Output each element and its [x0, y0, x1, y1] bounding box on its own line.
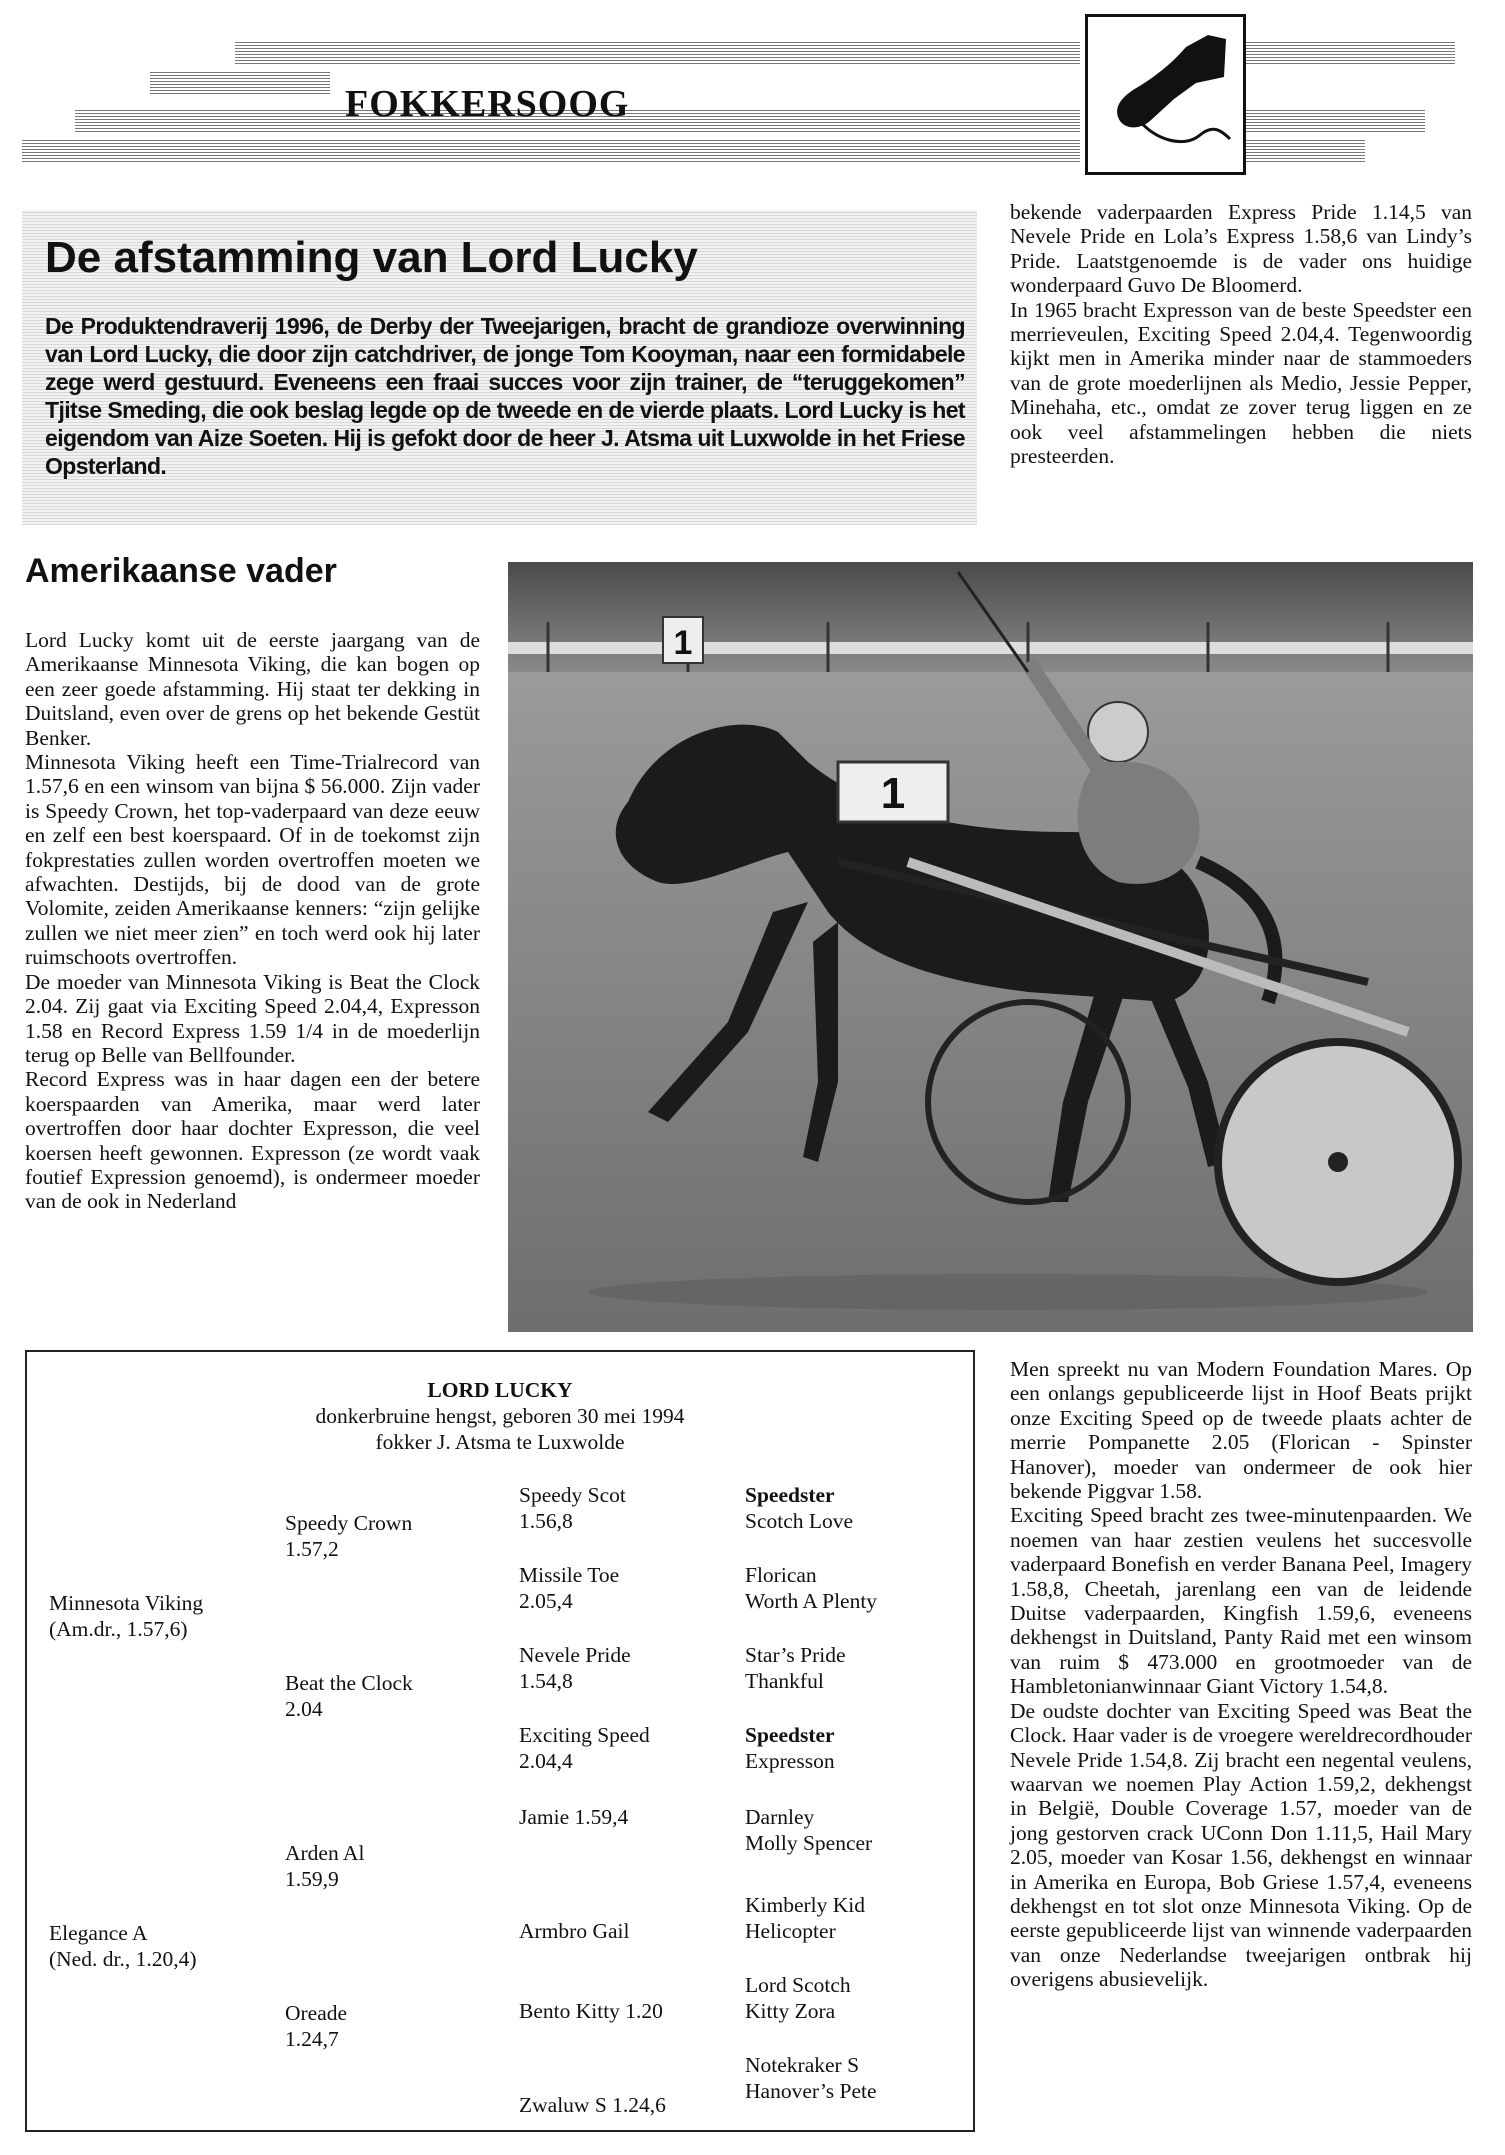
horse-record: 1.54,8 [519, 1669, 573, 1693]
pedigree-horse-name: LORD LUCKY [427, 1378, 573, 1402]
horse-name: Zwaluw S 1.24,6 [519, 2093, 666, 2117]
pedigree-g3 [519, 1562, 619, 1614]
lede: De Produktendraverij 1996, de Derby der Tweejarigen, bracht de grandioze overwinning van Lord Lucky, die door zijn catchdriver, de jonge Tom Kooyman, naar een formidabele zege werd gestuurd. Eveneens een fraai succes voor zijn trainer, de “teruggekomen” Tjitse Smeding, die ook beslag legde op de tweede en de vierde plaats. Lord Lucky is het eigendom van Aize Soeten. Hij is gefokt door de heer J. Atsma uit Luxwolde in het Friese Opsterland. [45, 313, 965, 479]
horse-record: 1.56,8 [519, 1509, 573, 1533]
top-right-column [1010, 200, 1472, 468]
horse-name: Jamie 1.59,4 [519, 1805, 629, 1829]
horse-name: Darnley [745, 1805, 815, 1829]
horse-record: 2.04 [285, 1697, 323, 1721]
horse-name: Thankful [745, 1669, 824, 1693]
header-stripe [150, 72, 330, 94]
pedigree-g4 [745, 1562, 877, 1614]
horse-name: Helicopter [745, 1919, 836, 1943]
pedigree-g3 [519, 1642, 631, 1694]
pedigree-g3 [519, 1998, 663, 2024]
pedigree-g3 [519, 1722, 650, 1774]
pedigree-g4 [745, 1892, 865, 1944]
horse-name: Worth A Plenty [745, 1589, 878, 1613]
pedigree-g4 [745, 1972, 851, 2024]
horse-name: Kitty Zora [745, 1999, 836, 2023]
horse-name: Molly Spencer [745, 1831, 873, 1855]
paragraph: Lord Lucky komt uit de eerste jaargang van de Amerikaanse Minnesota Viking, die kan bogen op een zeer goede afstamming. Hij staat ter dekking in Duitsland, even over de grens op het bekende Gestüt Benker. [25, 628, 480, 750]
header-stripe [1245, 110, 1425, 132]
horse-name: Speedster [745, 1483, 835, 1507]
section-heading: Amerikaanse vader [25, 552, 337, 590]
headline: De afstamming van Lord Lucky [45, 233, 698, 282]
horse-name: Speedy Scot [519, 1483, 626, 1507]
horse-name: Lord Scotch [745, 1973, 851, 1997]
horse-record: 1.57,2 [285, 1537, 339, 1561]
trotter-race-illustration [508, 562, 1473, 1332]
paragraph: bekende vaderpaarden Express Pride 1.14,5 van Nevele Pride en Lola’s Express 1.58,6 van Lindy’s Pride. Laatstgenoemde is de vader ons huidige wonderpaard Guvo De Bloomerd. [1010, 200, 1472, 298]
horse-name: Armbro Gail [519, 1919, 630, 1943]
pedigree-g4 [745, 1482, 853, 1534]
pedigree-g4 [745, 1642, 846, 1694]
horse-name: Missile Toe [519, 1563, 620, 1587]
horse-name: Arden Al [285, 1841, 365, 1865]
horse-name: Speedster [745, 1723, 835, 1747]
horse-name: Florican [745, 1563, 817, 1587]
horse-name: Nevele Pride [519, 1643, 631, 1667]
pedigree-g4 [745, 2052, 877, 2104]
horse-head-icon [1088, 17, 1243, 172]
horse-record: (Ned. dr., 1.20,4) [49, 1947, 197, 1971]
horse-name: Elegance A [49, 1921, 148, 1945]
left-column [25, 628, 480, 1214]
race-photo [508, 562, 1473, 1332]
pedigree-g3 [519, 1918, 629, 1944]
horse-record: 1.24,7 [285, 2027, 339, 2051]
pedigree-line: donkerbruine hengst, geboren 30 mei 1994 [315, 1404, 685, 1428]
horse-name: Exciting Speed [519, 1723, 650, 1747]
horse-name: Scotch Love [745, 1509, 854, 1533]
pedigree-g2 [285, 2000, 347, 2052]
header-stripe [22, 140, 1080, 162]
horse-name: Kimberly Kid [745, 1893, 866, 1917]
pedigree-g3 [519, 1804, 628, 1830]
paragraph: Record Express was in haar dagen een der betere koerspaarden van Amerika, maar werd later overtroffen door haar dochter Expresson, die veel koersen heeft gewonnen. Expresson (ze wordt vaak foutief Expression genoemd), is ondermeer moeder van de ook in Nederland [25, 1067, 480, 1214]
horse-record: 2.05,4 [519, 1589, 573, 1613]
pedigree-g4 [745, 1804, 872, 1856]
horse-name: Star’s Pride [745, 1643, 846, 1667]
horse-record: (Am.dr., 1.57,6) [49, 1617, 188, 1641]
number-board: 1 [880, 769, 906, 818]
saddle-number: 1 [673, 624, 693, 662]
pedigree-sire [49, 1590, 203, 1642]
paragraph: Exciting Speed bracht zes twee-minutenpaarden. We noemen van haar zestien veulens het succesvolle vaderpaard Bonefish en verder Banana Peel, Imagery 1.58,8, Cheetah, jarenlang een van de leidende Duitse vaderpaarden, Kingfish 1.59,6, eveneens dekhengst in Duitsland, Panty Raid met een winsom van ruim $ 473.000 en grootmoeder van de Hambletonianwinnaar Giant Victory 1.54,8. [1010, 1503, 1472, 1699]
horse-name: Oreade [285, 2001, 348, 2025]
horse-record: 1.59,9 [285, 1867, 339, 1891]
horse-name: Hanover’s Pete [745, 2079, 877, 2103]
pedigree-line: fokker J. Atsma te Luxwolde [375, 1430, 625, 1454]
horse-name: Beat the Clock [285, 1671, 413, 1695]
pedigree-header [27, 1377, 973, 1455]
header-stripe [1245, 140, 1365, 162]
horse-name: Bento Kitty 1.20 [519, 1999, 663, 2023]
logo [1085, 14, 1246, 175]
pedigree-g2 [285, 1670, 413, 1722]
header-stripe [235, 42, 1080, 64]
horse-name: Minnesota Viking [49, 1591, 204, 1615]
horse-record: 2.04,4 [519, 1749, 573, 1773]
pedigree-g2 [285, 1510, 412, 1562]
paragraph: Minnesota Viking heeft een Time-Trialrecord van 1.57,6 en een winsom van bijna $ 56.000. Zijn vader is Speedy Crown, het top-vaderpaard van deze eeuw en zelf een best koerspaard. Of in de toekomst zijn fokprestaties zullen worden overtroffen moeten we afwachten. Destijds, bij de dood van de grote Volomite, zeiden Amerikaanse kenners: “zijn gelijke zullen we niet meer zien” en toch werd ook hij later ruimschoots overtroffen. [25, 750, 480, 970]
pedigree-table [25, 1350, 975, 2132]
header-stripe [1245, 42, 1455, 64]
paragraph: Men spreekt nu van Modern Foundation Mares. Op een onlangs gepubliceerde lijst in Hoof Beats prijkt onze Exciting Speed op de tweede plaats achter de merrie Pompanette 2.05 (Florican - Spinster Hanover), moeder van ondermeer de ook hier bekende Piggvar 1.58. [1010, 1357, 1472, 1504]
paragraph: De moeder van Minnesota Viking is Beat the Clock 2.04. Zij gaat via Exciting Speed 2.04,4, Expresson 1.58 en Record Express 1.59 1/4 in de moederlijn terug op Belle van Bellfounder. [25, 969, 480, 1067]
bottom-right-column [1010, 1357, 1472, 1992]
horse-name: Speedy Crown [285, 1511, 413, 1535]
horse-name: Notekraker S [745, 2053, 860, 2077]
paragraph: In 1965 bracht Expresson van de beste Speedster een merrieveulen, Exciting Speed 2.04,4. Tegenwoordig kijkt men in Amerika minder naar de stammoeders van de grote moederlijnen als Medio, Jessie Pepper, Minehaha, etc., omdat ze zover terug liggen en ze ook veel afstammelingen hebben die niets presteerden. [1010, 297, 1472, 469]
paragraph: De oudste dochter van Exciting Speed was Beat the Clock. Haar vader is de vroegere wereldrecordhouder Nevele Pride 1.54,8. Zij bracht een negental veulens, waarvan we noemen Play Action 1.59,2, dekhengst in België, Double Coverage 1.57, moeder van de jong gestorven crack UConn Don 1.11,5, Hail Mary 2.05, moeder van Kosar 1.56, dekhengst en winnaar in Amerika en Europa, Bob Griese 1.57,4, eveneens dekhengst en tot slot onze Minnesota Viking. Op de eerste gepubliceerde lijst van winnende vaderpaarden van onze Nederlandse tweejarigen ontbrak hij overigens abusievelijk. [1010, 1698, 1472, 1992]
pedigree-g2 [285, 1840, 364, 1892]
pedigree-dam [49, 1920, 197, 1972]
pedigree-g3 [519, 2092, 666, 2118]
horse-name: Expresson [745, 1749, 835, 1773]
rubric-title: FOKKERSOOG [345, 83, 630, 125]
pedigree-g3 [519, 1482, 626, 1534]
pedigree-g4 [745, 1722, 835, 1774]
